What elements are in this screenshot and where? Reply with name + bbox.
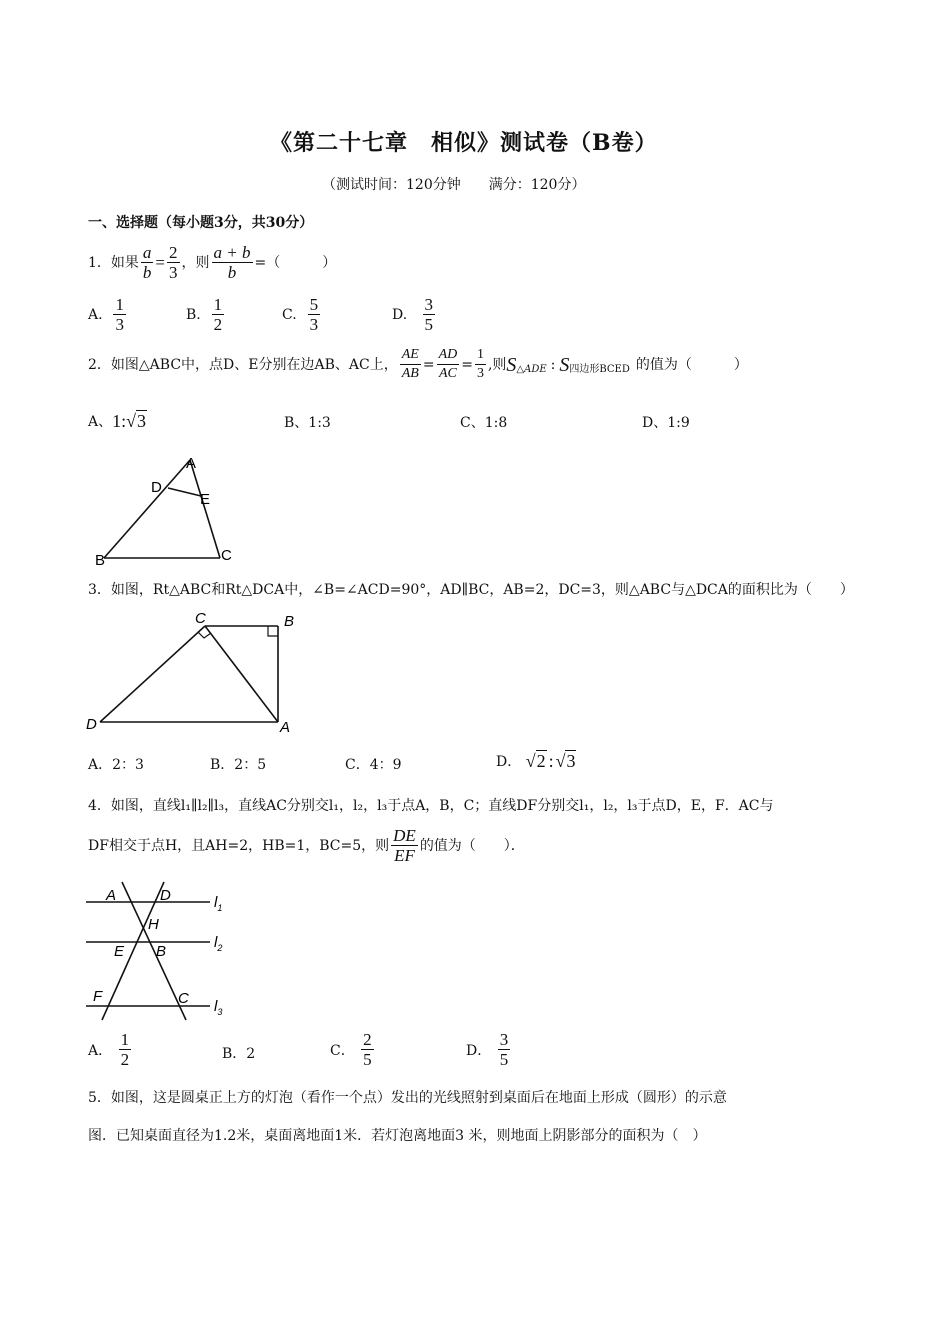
q4-option-a[interactable]: A． $\frac{1}{2}$ [88,1030,130,1069]
label-C: C [178,990,189,1007]
label-E: E [114,943,125,960]
q4-parallel-lines-figure [84,880,244,1025]
test-info: （测试时间：120分钟 满分：120分） [322,177,586,193]
question-1 [88,243,336,282]
label-l3: $l_3$ [214,998,223,1017]
label-F: F [93,988,103,1005]
q2-option-b[interactable]: B、1:3 [284,415,331,431]
q3-option-a[interactable]: A．2：3 [88,757,144,773]
q4-option-c[interactable]: C． $\frac{2}{5}$ [330,1030,372,1069]
label-D: D [160,887,171,904]
q4-fraction-de-ef: $\frac{DE}{EF}$ [393,826,416,865]
label-H: H [148,916,159,933]
q2-option-d[interactable]: D、1:9 [642,415,690,431]
label-A: A [186,455,197,472]
label-D: D [151,479,162,496]
q1-option-d[interactable]: D. $\frac{3}{5}$ [392,295,434,334]
q1-fraction-apb-b: $\frac{a + b}{b}$ [213,243,251,282]
question-5-line1: 5．如图，这是圆桌正上方的灯泡（看作一个点）发出的光线照射到桌面后在地面上形成（圆形）的示意 [88,1090,727,1106]
q1-end: =（ ） [254,254,337,271]
question-4-line2: DF相交于点H，且AH=2，HB=1，BC=5，则 $\frac{DE}{EF}$ 的值为（ ）． [88,826,525,865]
label-A: A [280,719,291,736]
q4-option-d[interactable]: D． $\frac{3}{5}$ [466,1030,509,1069]
q3-figure [82,608,302,738]
label-C: C [221,547,232,564]
label-B: B [156,943,167,960]
q1-fraction-a-b: $\frac{a}{b}$ [142,243,152,282]
label-B: B [284,613,295,630]
q3-option-d[interactable]: D． √ 2 : √ 3 [496,750,576,771]
question-4-line1: 4．如图，直线l₁∥l₂∥l₃，直线AC分别交l₁，l₂，l₃于点A，B，C；直线DF分别交l₁，l₂，l₃于点D，E，F．AC与 [88,798,774,814]
q3-option-b[interactable]: B．2：5 [210,757,267,773]
label-A: A [106,887,117,904]
q1-option-b[interactable]: B. $\frac{1}{2}$ [186,295,223,334]
q1-option-a[interactable]: A. $\frac{1}{3}$ [88,295,124,334]
q1-option-c[interactable]: C. $\frac{5}{3}$ [282,295,319,334]
label-D: D [86,716,97,733]
question-2: 2．如图△ABC中，点D、E分别在边AB、AC上， $\frac{AE}{AB}$ = $\frac{AD}{AC}$ = $\frac{1}{3}$ ,则 S △ADE : S 四边形BCED 的值为（ ） [88,347,748,381]
section-heading: 一、选择题（每小题3分，共30分） [88,215,314,231]
q1-mid: ，则 [181,254,210,271]
label-l1: $l_1$ [214,894,223,913]
q2-option-a[interactable]: A、 1: √ 3 [88,410,147,431]
q1-fraction-2-3: $\frac{2}{3}$ [169,243,178,282]
question-5-line2: 图．已知桌面直径为1.2米，桌面离地面1米．若灯泡离地面3 米，则地面上阴影部分的面积为（ ） [88,1128,707,1144]
q2-triangle-figure [90,452,250,570]
q2-option-c[interactable]: C、1:8 [460,415,508,431]
label-B: B [95,552,106,569]
q1-prefix: 1．如果 [88,254,139,271]
question-3: 3．如图，Rt△ABC和Rt△DCA中，∠B=∠ACD=90°，AD∥BC，AB=2，DC=3，则△ABC与△DCA的面积比为（ ） [88,582,854,598]
q1-equals: = [155,252,166,272]
label-C: C [195,610,206,627]
q4-option-b[interactable]: B．2 [222,1046,256,1062]
q3-option-c[interactable]: C．4：9 [345,757,402,773]
page-title: 《第二十七章 相似》测试卷（B卷） [270,130,658,156]
label-E: E [200,491,211,508]
label-l2: $l_2$ [214,934,223,953]
